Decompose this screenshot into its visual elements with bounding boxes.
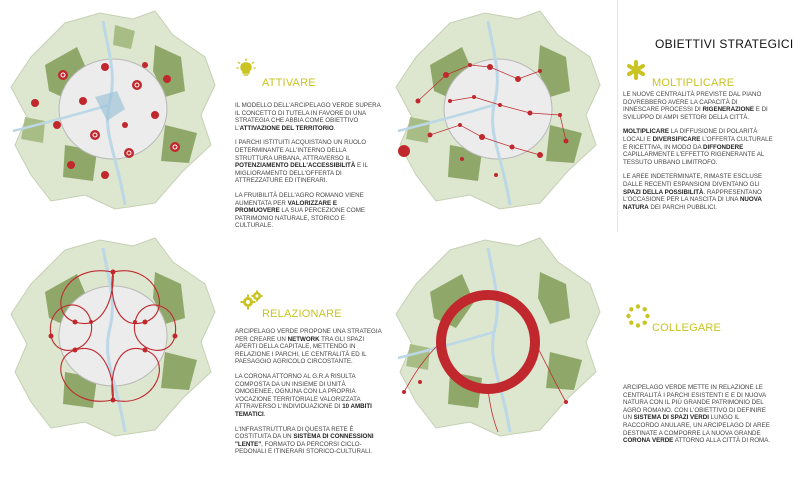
text-run: LA SUA PERCEZIONE COME PATRIMONIO NATURALE, STORICO E CULTURALE.	[235, 207, 365, 230]
text-run: CAPILLARMENTE L'EFFETTO RIGENERANTE AL TESSUTO URBANO LIMITROFO.	[623, 151, 765, 166]
text-run: ATTORNO ALLA CITTÀ DI ROMA.	[673, 437, 771, 445]
map-attivare	[5, 5, 220, 215]
text-run: LA FRUIBILITÀ DELL'AGRO ROMANO VIENE AUMENTATA PER	[235, 191, 364, 207]
asterisk-icon	[626, 60, 646, 85]
text-run: LA DIFFUSIONE DI POLARITÀ LOCALI E	[623, 128, 758, 143]
paragraph	[235, 192, 383, 230]
emphasis: VALORIZZARE E PROMUOVERE	[235, 199, 337, 215]
text-run: .	[263, 410, 266, 418]
map-moltiplicare	[390, 5, 605, 215]
text-run: LE NUOVE CENTRALITÀ PREVISTE DAL PIANO DOVREBBERO AVERE LA CAPACITÀ DI INNESCARE PROCESSI DI	[623, 91, 762, 114]
map-relazionare	[5, 232, 220, 442]
text-run: L'INFRASTRUTTURA DI QUESTA RETE È COSTITUITA DA UN	[235, 425, 354, 441]
page-title: OBIETTIVI STRATEGICI	[655, 37, 794, 51]
text-attivare	[235, 102, 383, 237]
emphasis: SISTEMA DI CONNESSIONI "LENTE"	[235, 433, 374, 448]
paragraph	[235, 139, 383, 185]
gears-icon	[240, 290, 264, 315]
text-run: LE AREE INDETERMINATE, RIMASTE ESCLUSE DALLE RECENTI ESPANSIONI DIVENTANO GLI	[623, 173, 763, 188]
text-run: DEI PARCHI PUBBLICI.	[648, 203, 717, 211]
emphasis: DIFFONDERE	[703, 143, 744, 151]
text-run: E IL MIGLIORAMENTO DELL'OFFERTA DI ATTREZZATURE ED ITINERARI.	[235, 162, 368, 185]
heading-attivare: ATTIVARE	[262, 77, 316, 89]
paragraph	[623, 384, 773, 445]
text-moltiplicare	[623, 91, 773, 218]
map-collegare	[390, 232, 605, 442]
emphasis: MOLTIPLICARE	[623, 128, 669, 136]
text-run: LUNGO IL RACCORDO ANULARE, UN ARCIPELAGO DI AREE DESTINATE A COMPORRE LA NUOVA GRANDE	[623, 414, 770, 437]
text-run: L'OFFERTA CULTURALE E RICETTIVA, IN MODO DA	[623, 135, 773, 151]
emphasis: SPAZI DELLA POSSIBILITÀ	[623, 188, 704, 196]
ring-dots-icon	[626, 304, 650, 333]
text-relazionare	[235, 328, 383, 463]
paragraph	[235, 373, 383, 419]
emphasis: ATTIVAZIONE DEL TERRITORIO	[239, 124, 334, 132]
text-run: , FORMATO DA PERCORSI CICLO-PEDONALI E ITINERARI STORICO-CULTURALI.	[235, 440, 372, 456]
text-run: LA CORONA ATTORNO AL G.R.A RISULTA COMPOSTA DA UN INSIEME DI UNITÀ OMOGENEE, OGNUNA CON LA PROPRIA VOCAZIONE TERRITORIALE VALORIZZATA ATTRAVERSO L'INDIVIDUAZIONE DI	[235, 372, 361, 411]
text-run: E DI SVILUPPO DI AMPI SETTORI DELLA CITTÀ.	[623, 106, 768, 121]
text-run: . RAPPRESENTANO L'OCCASIONE PER LA NASCITA DI UNA	[623, 188, 762, 204]
divider	[617, 0, 618, 232]
paragraph	[235, 426, 383, 456]
paragraph	[623, 91, 773, 121]
emphasis: RIGENERAZIONE	[702, 106, 755, 114]
heading-moltiplicare: MOLTIPLICARE	[652, 77, 735, 89]
text-collegare	[623, 384, 773, 452]
heading-collegare: COLLEGARE	[652, 322, 722, 334]
paragraph	[623, 173, 773, 211]
paragraph	[235, 102, 383, 132]
emphasis: SISTEMA DI SPAZI VERDI	[633, 414, 709, 422]
emphasis: DIVERSIFICARE	[652, 135, 701, 143]
emphasis: POTENZIAMENTO DELL'ACCESSIBILITÀ	[235, 162, 356, 170]
emphasis: 10 AMBITI TEMATICI	[235, 403, 372, 418]
text-run: ARCIPELAGO VERDE METTE IN RELAZIONE LE CENTRALITÀ I PARCHI ESISTENTI E E DI NUOVA NATURA CON IL PIÙ GRANDE PATRIMONIO DEL AGRO ROMANO. CON L'OBIETTIVO DI DEFINIRE UN	[623, 384, 766, 422]
text-run: TRA GLI SPAZI APERTI DELLA CAPITALE, METTENDO IN RELAZIONE I PARCHI, LE CENTRALITÀ ED IL PAESAGGIO AGRICOLO CIRCOSTANTE.	[235, 335, 367, 366]
text-run: IL MODELLO DELL'ARCIPELAGO VERDE SUPERA IL CONCETTO DI TUTELA IN FAVORE DI UNA STRATEGIA CHE ABBIA COME OBIETTIVO L'	[235, 102, 381, 132]
text-run: I PARCHI ISTITUITI ACQUISTANO UN RUOLO DETERMINANTE ALL'INTERNO DELLA STRUTTURA URBANA, ATTRAVERSO IL	[235, 139, 367, 162]
emphasis: NETWORK	[287, 335, 320, 343]
emphasis: CORONA VERDE	[623, 437, 674, 445]
text-run: .	[333, 124, 336, 132]
paragraph	[235, 328, 383, 366]
text-run: ARCIPELAGO VERDE PROPONE UNA STRATEGIA PER CREARE UN	[235, 328, 382, 343]
paragraph	[623, 128, 773, 166]
lightbulb-icon	[236, 58, 256, 83]
emphasis: NUOVA NATURA	[623, 196, 762, 211]
heading-relazionare: RELAZIONARE	[262, 308, 342, 320]
